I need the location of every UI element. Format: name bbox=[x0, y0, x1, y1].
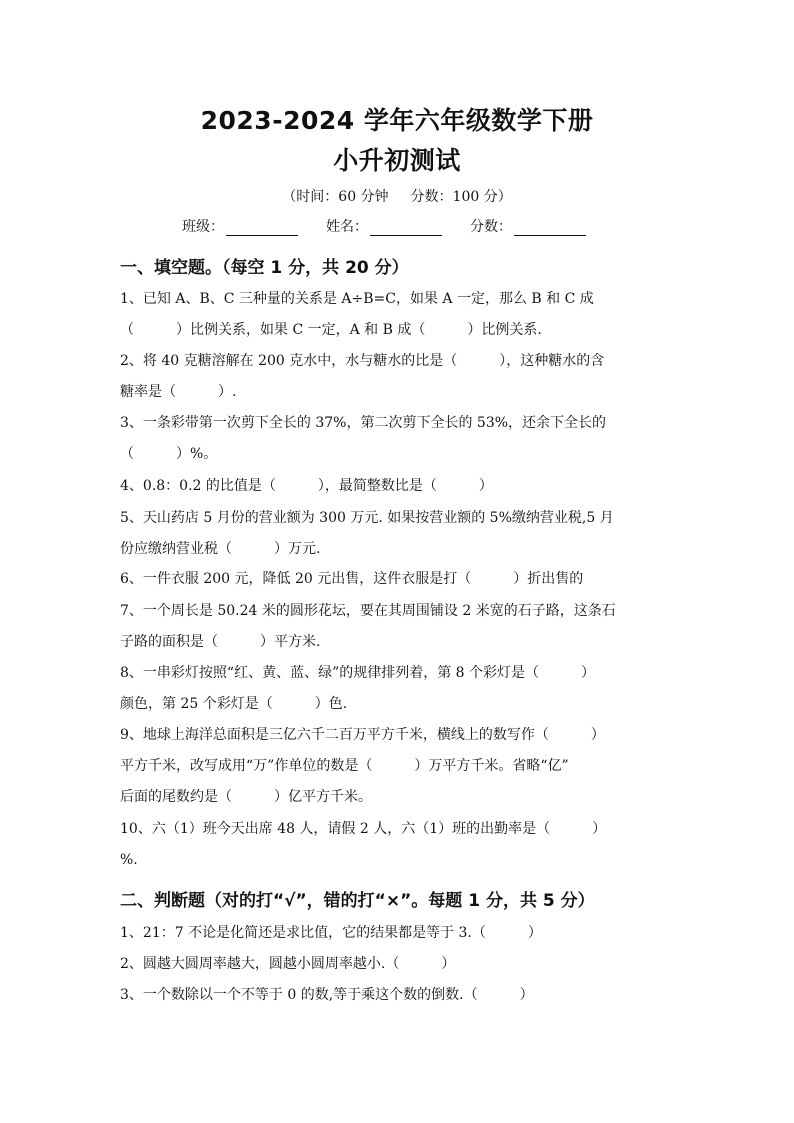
name-field[interactable] bbox=[326, 216, 442, 236]
question-line: 份应缴纳营业税（ ）万元. bbox=[120, 541, 321, 557]
judgment-question-1: 1、21：7 不论是化简还是求比值，它的结果都是等于 3.（ ） bbox=[120, 925, 542, 941]
name-blank[interactable] bbox=[370, 219, 442, 236]
question-5 bbox=[120, 503, 680, 565]
class-field[interactable] bbox=[182, 216, 298, 236]
question-line: %. bbox=[120, 852, 138, 868]
question-10 bbox=[120, 814, 680, 876]
class-blank[interactable] bbox=[226, 219, 298, 236]
question-8 bbox=[120, 658, 680, 720]
question-line: 10、六（1）班今天出席 48 人，请假 2 人，六（1）班的出勤率是（ ） bbox=[120, 821, 607, 837]
question-7 bbox=[120, 596, 680, 658]
question-line: 后面的尾数约是（ ）亿平方千米。 bbox=[120, 789, 372, 805]
question-line: 6、一件衣服 200 元，降低 20 元出售，这件衣服是打（ ）折出售的 bbox=[120, 571, 584, 587]
question-line: 1、已知 A、B、C 三种量的关系是 A÷B=C，如果 A 一定，那么 B 和 C 成 bbox=[120, 291, 594, 307]
class-label: 班级： bbox=[182, 219, 224, 235]
name-label: 姓名： bbox=[326, 219, 368, 235]
judgment-question-3: 3、一个数除以一个不等于 0 的数,等于乘这个数的倒数.（ ） bbox=[120, 987, 534, 1003]
question-line: 4、0.8：0.2 的比值是（ ），最简整数比是（ ） bbox=[120, 478, 493, 494]
question-line: 9、地球上海洋总面积是三亿六千二百万平方千米，横线上的数写作（ ） bbox=[120, 727, 605, 743]
exam-info bbox=[0, 186, 794, 206]
section-fill-in-heading: 一、填空题。（每空 1 分，共 20 分） bbox=[120, 258, 409, 278]
question-line: （ ）比例关系，如果 C 一定，A 和 B 成（ ）比例关系. bbox=[120, 322, 542, 338]
question-line: 颜色，第 25 个彩灯是（ ）色. bbox=[120, 696, 348, 712]
question-line: 5、天山药店 5 月份的营业额为 300 万元. 如果按营业额的 5%缴纳营业税,5 月 bbox=[120, 510, 614, 526]
question-6 bbox=[120, 564, 680, 595]
total-score: 分数：100 分） bbox=[410, 189, 512, 205]
question-1 bbox=[120, 284, 680, 346]
time-limit: （时间：60 分钟 bbox=[282, 189, 389, 205]
section-judgment-heading: 二、判断题（对的打“√”，错的打“×”。每题 1 分，共 5 分） bbox=[120, 891, 595, 911]
judgment-question-2: 2、圆越大圆周率越大，圆越小圆周率越小.（ ） bbox=[120, 956, 456, 972]
score-label: 分数： bbox=[470, 219, 512, 235]
question-line: 3、一条彩带第一次剪下全长的 37%，第二次剪下全长的 53%，还余下全长的 bbox=[120, 415, 607, 431]
question-line: 2、将 40 克糖溶解在 200 克水中，水与糖水的比是（ ），这种糖水的含 bbox=[120, 353, 605, 369]
question-line: 平方千米，改写成用“万”作单位的数是（ ）万平方千米。省略“亿” bbox=[120, 758, 569, 774]
question-2 bbox=[120, 346, 680, 408]
question-9 bbox=[120, 720, 680, 813]
question-4 bbox=[120, 471, 680, 502]
question-line: 8、一串彩灯按照“红、黄、蓝、绿”的规律排列着，第 8 个彩灯是（ ） bbox=[120, 665, 596, 681]
question-line: （ ）%。 bbox=[120, 446, 218, 462]
question-3 bbox=[120, 408, 680, 470]
score-blank[interactable] bbox=[514, 219, 586, 236]
student-info-fields bbox=[182, 216, 614, 236]
question-line: 7、一个周长是 50.24 米的圆形花坛，要在其周围铺设 2 米宽的石子路，这条石 bbox=[120, 603, 616, 619]
question-line: 糖率是（ ）. bbox=[120, 384, 237, 400]
exam-subtitle: 小升初测试 bbox=[333, 146, 461, 175]
question-line: 子路的面积是（ ）平方米. bbox=[120, 634, 321, 650]
exam-title: 2023-2024 学年六年级数学下册 bbox=[200, 106, 594, 135]
score-field[interactable] bbox=[470, 216, 586, 236]
